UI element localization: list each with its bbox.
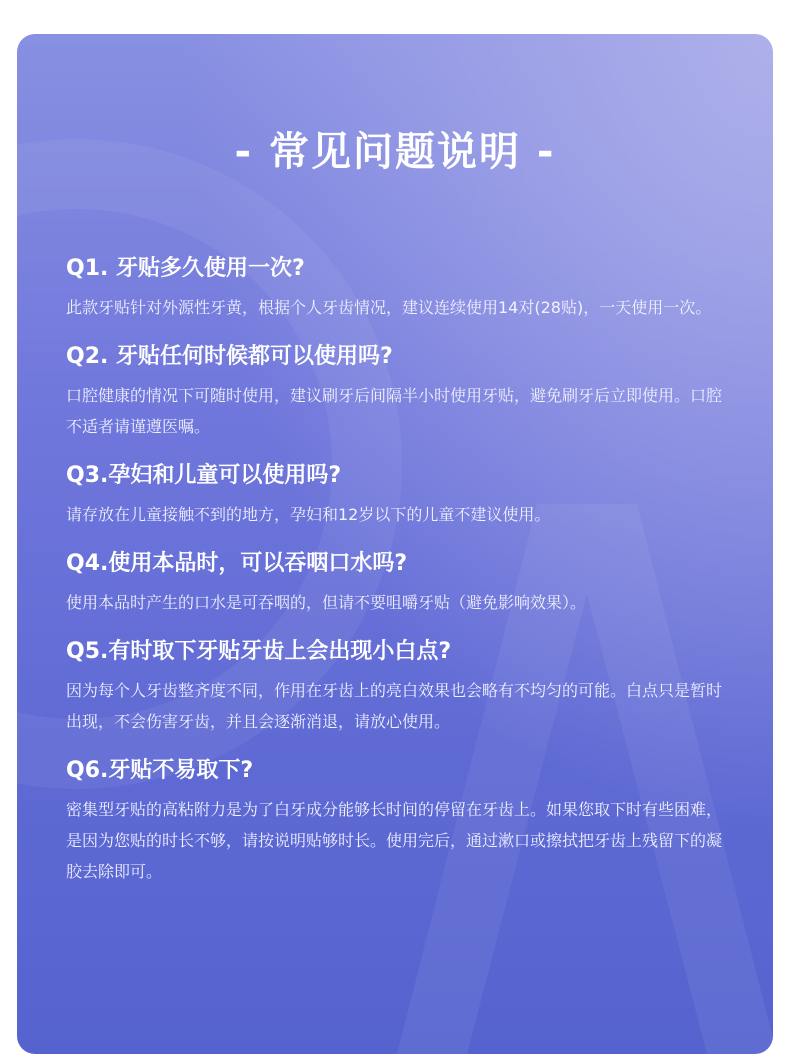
faq-answer: 请存放在儿童接触不到的地方，孕妇和12岁以下的儿童不建议使用。 [66, 505, 551, 524]
faq-item-1 [66, 254, 736, 323]
faq-question: Q5.有时取下牙贴牙齿上会出现小白点? [66, 639, 452, 664]
faq-answer: 口腔健康的情况下可随时使用，建议刷牙后间隔半小时使用牙贴，避免刷牙后立即使用。口腔不适者请谨遵医嘱。 [66, 386, 723, 436]
faq-item-5 [66, 637, 736, 737]
faq-card [17, 34, 773, 1054]
faq-item-2 [66, 342, 736, 442]
faq-item-6 [66, 756, 736, 887]
faq-question: Q3.孕妇和儿童可以使用吗? [66, 463, 342, 488]
faq-question: Q2. 牙贴任何时候都可以使用吗? [66, 344, 393, 369]
faq-answer: 密集型牙贴的高粘附力是为了白牙成分能够长时间的停留在牙齿上。如果您取下时有些困难，是因为您贴的时长不够，请按说明贴够时长。使用完后，通过漱口或擦拭把牙齿上残留下的凝胶去除即可。 [66, 800, 723, 881]
faq-answer: 使用本品时产生的口水是可吞咽的，但请不要咀嚼牙贴（避免影响效果）。 [66, 593, 587, 612]
page-title: - 常见问题说明 - [234, 129, 556, 175]
faq-question: Q4.使用本品时，可以吞咽口水吗? [66, 551, 408, 576]
faq-list [66, 254, 736, 906]
faq-item-4 [66, 549, 736, 618]
faq-question: Q1. 牙贴多久使用一次? [66, 256, 305, 281]
faq-item-3 [66, 461, 736, 530]
faq-question: Q6.牙贴不易取下? [66, 758, 254, 783]
faq-answer: 因为每个人牙齿整齐度不同，作用在牙齿上的亮白效果也会略有不均匀的可能。白点只是暂时出现，不会伤害牙齿，并且会逐渐消退，请放心使用。 [66, 681, 723, 731]
faq-answer: 此款牙贴针对外源性牙黄，根据个人牙齿情况，建议连续使用14对(28贴)，一天使用一次。 [66, 298, 712, 317]
